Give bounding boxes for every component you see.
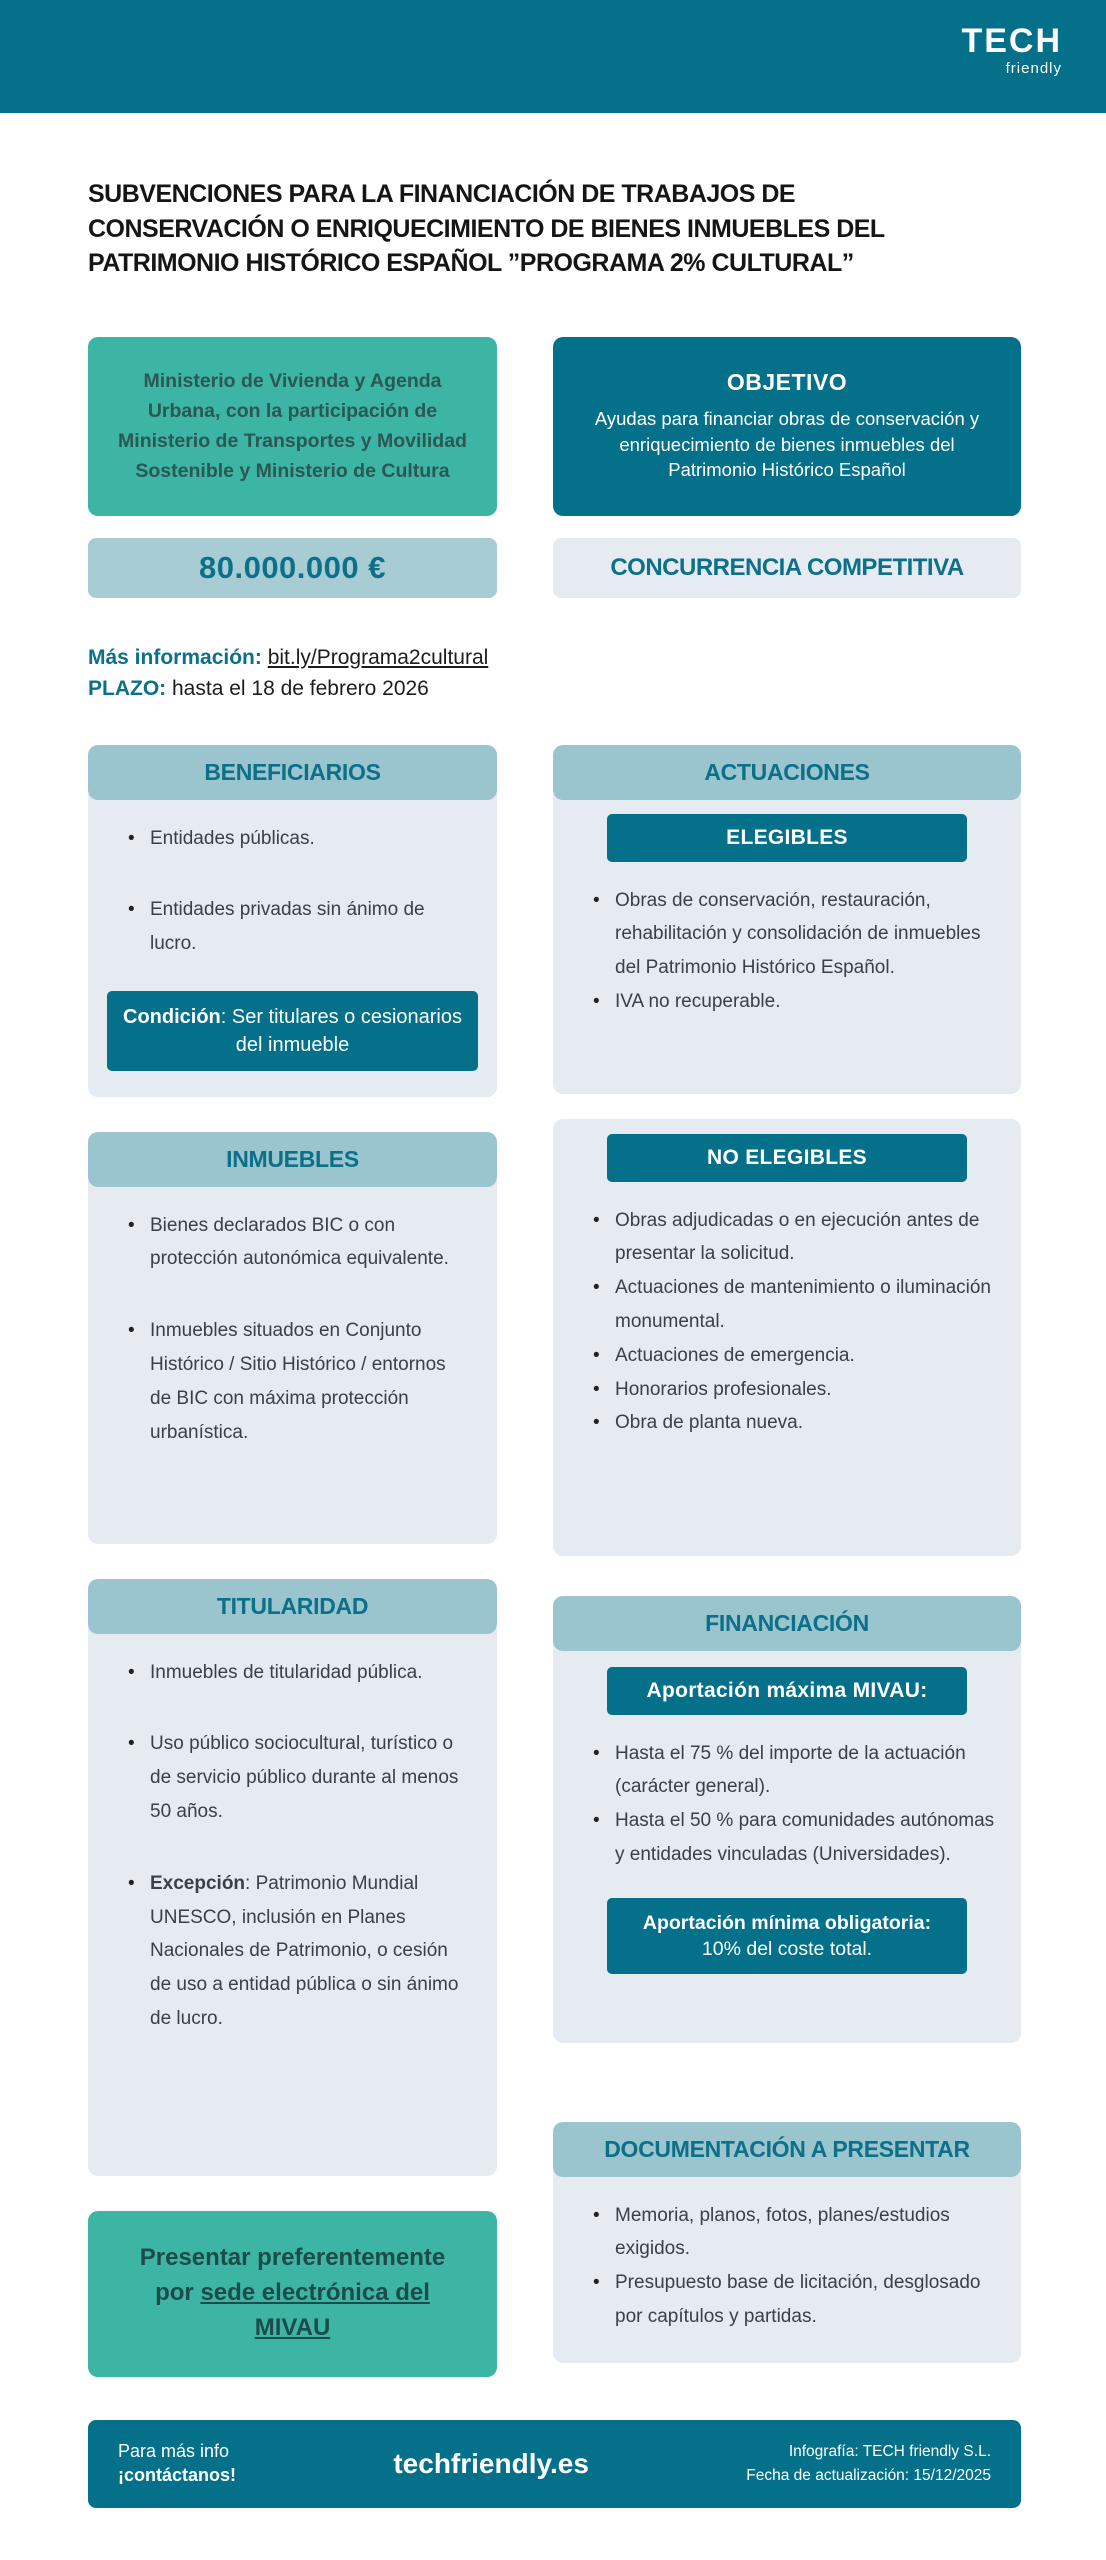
cta-line: Presentar preferentemente por (139, 2244, 446, 2307)
objective-text: Ayudas para financiar obras de conservación y enriquecimiento de bienes inmuebles del Patrimonio Histórico Español (594, 408, 980, 481)
list-item: • Presupuesto base de licitación, desglosado por capítulos y partidas. (579, 2266, 995, 2334)
logo-subtitle: friendly (1005, 60, 1062, 77)
financiacion-list (579, 1737, 995, 1872)
financiacion-title: FINANCIACIÓN (705, 1609, 869, 1636)
competition-label: CONCURRENCIA COMPETITIVA (610, 553, 964, 581)
documentacion-panel (553, 2171, 1021, 2363)
footer-update-date: Fecha de actualización: 15/12/2025 (746, 2466, 991, 2484)
list-item: • Memoria, planos, fotos, planes/estudios exigidos. (579, 2199, 995, 2267)
ministry-text: Ministerio de Vivienda y Agenda Urbana, con la participación de Ministerio de Transportes y Movilidad Sostenible y Ministerio de Cultura (118, 369, 467, 483)
header-bar (0, 0, 1106, 113)
deadline-value: hasta el 18 de febrero 2026 (172, 677, 429, 700)
program-link[interactable]: bit.ly/Programa2cultural (267, 645, 489, 669)
competition-box (553, 538, 1021, 598)
actuaciones-header (553, 745, 1021, 800)
footer-credits (746, 2440, 991, 2487)
budget-box (88, 538, 497, 598)
list-item: • IVA no recuperable. (579, 985, 995, 1019)
logo-wordmark: TECH (961, 22, 1062, 60)
inmuebles-title: INMUEBLES (226, 1145, 359, 1172)
list-item: • Inmuebles de titularidad pública. (114, 1656, 471, 1690)
objective-title: OBJETIVO (726, 369, 848, 396)
beneficiarios-panel (88, 794, 497, 1097)
techfriendly-logo (961, 24, 1062, 77)
titularidad-title: TITULARIDAD (216, 1592, 369, 1619)
documentacion-list (579, 2199, 995, 2334)
section-documentacion (553, 2122, 1021, 2363)
footer-credit-line1: Infografía: TECH friendly S.L. (788, 2443, 991, 2461)
more-info-label: Más información: (88, 645, 262, 669)
page-title: SUBVENCIONES PARA LA FINANCIACIÓN DE TRABAJOS DE CONSERVACIÓN O ENRIQUECIMIENTO DE BIENES INMUEBLES DEL PATRIMONIO HISTÓRICO ESPAÑOL ”PROGRAMA 2% CULTURAL” (88, 180, 885, 277)
main-content (0, 177, 1106, 2377)
beneficiarios-header (88, 745, 497, 800)
condition-callout (107, 991, 478, 1071)
ministry-box (88, 337, 497, 516)
footer-bar (88, 2420, 1021, 2508)
footer-website-link[interactable]: techfriendly.es (393, 2447, 589, 2479)
financiacion-header (553, 1596, 1021, 1651)
list-item: • Entidades públicas. (114, 822, 471, 856)
financiacion-panel (553, 1645, 1021, 2043)
deadline-line (88, 673, 1021, 705)
section-actuaciones (553, 745, 1021, 1094)
exception-bold: Excepción (150, 1872, 246, 1894)
mivau-sede-link[interactable]: sede electrónica del MIVAU (200, 2279, 430, 2341)
elegibles-label: ELEGIBLES (726, 825, 848, 849)
list-item: • Actuaciones de mantenimiento o iluminación monumental. (579, 1271, 995, 1339)
no-elegibles-label: NO ELEGIBLES (707, 1145, 867, 1169)
sections-grid (88, 745, 1021, 2377)
beneficiarios-list (114, 822, 471, 961)
cta-text (128, 2241, 457, 2345)
list-item: • Honorarios profesionales. (579, 1373, 995, 1407)
no-elegibles-list (579, 1204, 995, 1441)
aportacion-maxima-label: Aportación máxima MIVAU: (646, 1678, 928, 1702)
aportacion-minima-bold: Aportación mínima obligatoria: (642, 1911, 932, 1934)
titularidad-panel (88, 1628, 497, 2176)
aportacion-minima-text: 10% del coste total. (701, 1938, 873, 1961)
intro-row (88, 337, 1021, 516)
list-item: • Obras adjudicadas o en ejecución antes de presentar la solicitud. (579, 1204, 995, 1272)
footer-contact-line2[interactable]: ¡contáctanos! (118, 2464, 237, 2485)
section-inmuebles (88, 1132, 497, 1544)
inmuebles-panel (88, 1181, 497, 1544)
beneficiarios-title: BENEFICIARIOS (204, 758, 381, 785)
list-item: • Uso público sociocultural, turístico o de servicio público durante al menos 50 años. (114, 1727, 471, 1828)
section-titularidad (88, 1579, 497, 2176)
titularidad-list (114, 1656, 471, 2036)
documentacion-title: DOCUMENTACIÓN A PRESENTAR (604, 2135, 970, 2162)
elegibles-list (579, 884, 995, 1019)
cta-box (88, 2211, 497, 2377)
more-info-line (88, 642, 1021, 674)
aportacion-maxima-badge (607, 1667, 967, 1715)
footer-contact-line1: Para más info (118, 2441, 230, 2462)
titularidad-header (88, 1579, 497, 1634)
list-item: • Hasta el 50 % para comunidades autónomas y entidades vinculadas (Universidades). (579, 1804, 995, 1872)
footer-contact[interactable] (118, 2440, 236, 2487)
no-elegibles-panel (553, 1119, 1021, 1556)
section-beneficiarios (88, 745, 497, 1097)
list-item: • Obras de conservación, restauración, rehabilitación y consolidación de inmuebles del Patrimonio Histórico Español. (579, 884, 995, 985)
list-item: • Actuaciones de emergencia. (579, 1339, 995, 1373)
list-item: • Bienes declarados BIC o con protección autonómica equivalente. (114, 1209, 471, 1277)
list-item: • Obra de planta nueva. (579, 1406, 995, 1440)
actuaciones-panel (553, 794, 1021, 1094)
budget-amount: 80.000.000 € (198, 549, 386, 585)
actuaciones-title: ACTUACIONES (704, 758, 870, 785)
no-elegibles-badge (607, 1134, 967, 1182)
condition-bold: Condición (123, 1005, 221, 1028)
aportacion-minima-badge (607, 1898, 967, 1975)
budget-row (88, 538, 1021, 598)
list-item: • Inmuebles situados en Conjunto Histórico / Sitio Histórico / entornos de BIC con máxima protección urbanística. (114, 1314, 471, 1449)
condition-text: : Ser titulares o cesionarios del inmueble (220, 1005, 462, 1056)
right-column (553, 745, 1021, 2363)
inmuebles-list (114, 1209, 471, 1450)
objective-box (553, 337, 1021, 516)
info-block (88, 642, 1021, 705)
documentacion-header (553, 2122, 1021, 2177)
inmuebles-header (88, 1132, 497, 1187)
list-item: • Hasta el 75 % del importe de la actuación (carácter general). (579, 1737, 995, 1805)
elegibles-badge (607, 814, 967, 862)
exception-text: : Patrimonio Mundial UNESCO, inclusión en Planes Nacionales de Patrimonio, o cesión de uso a entidad pública o sin ánimo de lucro. (150, 1872, 459, 2029)
section-financiacion (553, 1596, 1021, 2043)
left-column (88, 745, 497, 2377)
list-item (114, 1867, 471, 2036)
deadline-label: PLAZO: (88, 677, 167, 700)
list-item: • Entidades privadas sin ánimo de lucro. (114, 893, 471, 961)
